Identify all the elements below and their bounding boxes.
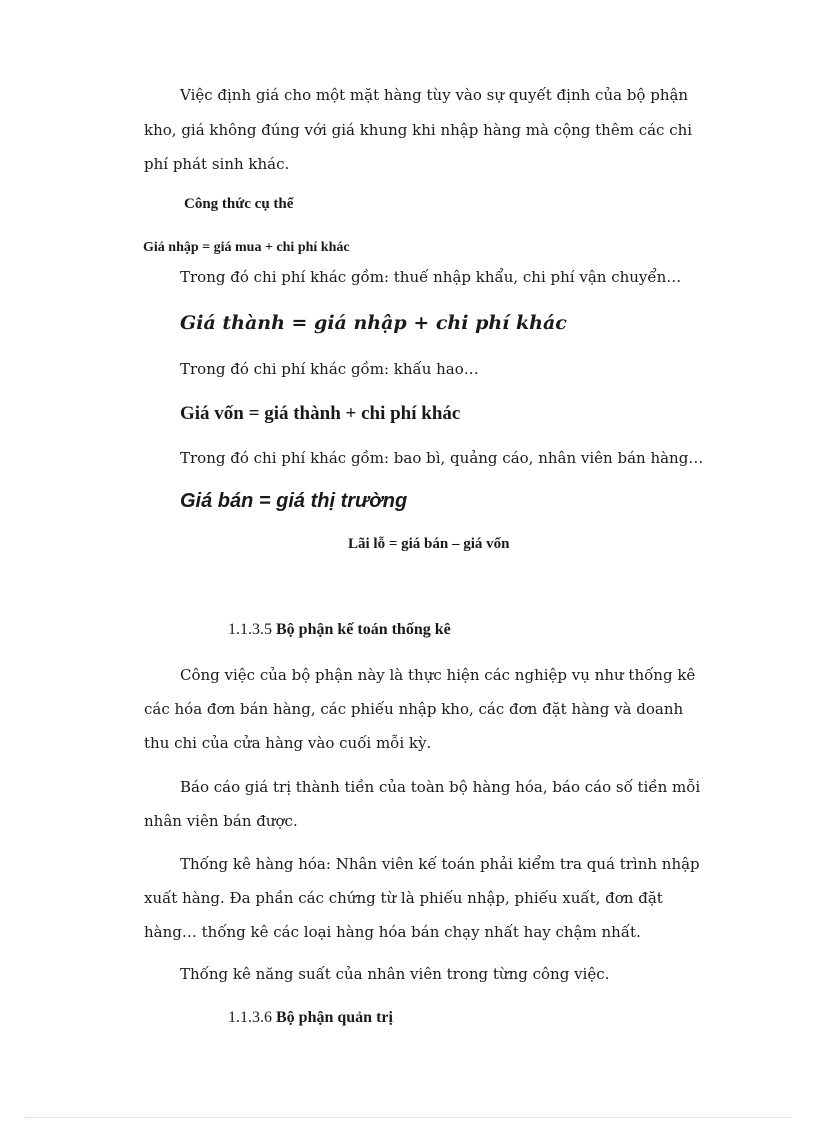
page-bottom-rule: [24, 1117, 792, 1118]
formula-capital: Giá vốn = giá thành + chi phí khác: [180, 403, 461, 424]
section-135-paragraph-1: Công việc của bộ phận này là thực hiện các nghiệp vụ như thống kê các hóa đơn bán hàng, các phiếu nhập kho, các đơn đặt hàng và doanh thu chi của cửa hàng vào cuối mỗi kỳ.: [144, 666, 696, 752]
section-135-paragraph-4: Thống kê năng suất của nhân viên trong từng công việc.: [180, 965, 610, 983]
section-136-number: 1.1.3.6: [228, 1009, 272, 1026]
section-135-paragraph-3: Thống kê hàng hóa: Nhân viên kế toán phải kiểm tra quá trình nhập xuất hàng. Đa phần các chứng từ là phiếu nhập, phiếu xuất, đơn đặt hàng… thống kê các loại hàng hóa bán chạy nhất hay chậm nhất.: [144, 855, 700, 941]
section-135-paragraph-2: Báo cáo giá trị thành tiền của toàn bộ hàng hóa, báo cáo số tiền mỗi nhân viên bán được.: [144, 778, 701, 830]
formula-sale: Giá bán = giá thị trường: [180, 490, 408, 512]
formula-profit: Lãi lỗ = giá bán – giá vốn: [348, 536, 510, 552]
section-135-number: 1.1.3.5: [228, 621, 272, 638]
formula-cost: Giá thành = giá nhập + chi phí khác: [180, 312, 567, 334]
section-135-title: Bộ phận kế toán thống kê: [276, 621, 451, 638]
note-import: Trong đó chi phí khác gồm: thuế nhập khẩu, chi phí vận chuyển…: [180, 268, 682, 286]
formula-import: Giá nhập = giá mua + chi phí khác: [143, 240, 350, 255]
section-136-heading: [228, 1009, 393, 1027]
note-capital: Trong đó chi phí khác gồm: bao bì, quảng cáo, nhân viên bán hàng…: [180, 449, 704, 467]
intro-paragraph: Việc định giá cho một mặt hàng tùy vào sự quyết định của bộ phận kho, giá không đúng với giá khung khi nhập hàng mà cộng thêm các chi phí phát sinh khác.: [144, 86, 693, 173]
section-136-title: Bộ phận quản trị: [276, 1009, 393, 1026]
section-135-heading: [228, 621, 451, 639]
formula-label: Công thức cụ thể: [184, 196, 294, 212]
note-cost: Trong đó chi phí khác gồm: khấu hao…: [180, 360, 479, 378]
